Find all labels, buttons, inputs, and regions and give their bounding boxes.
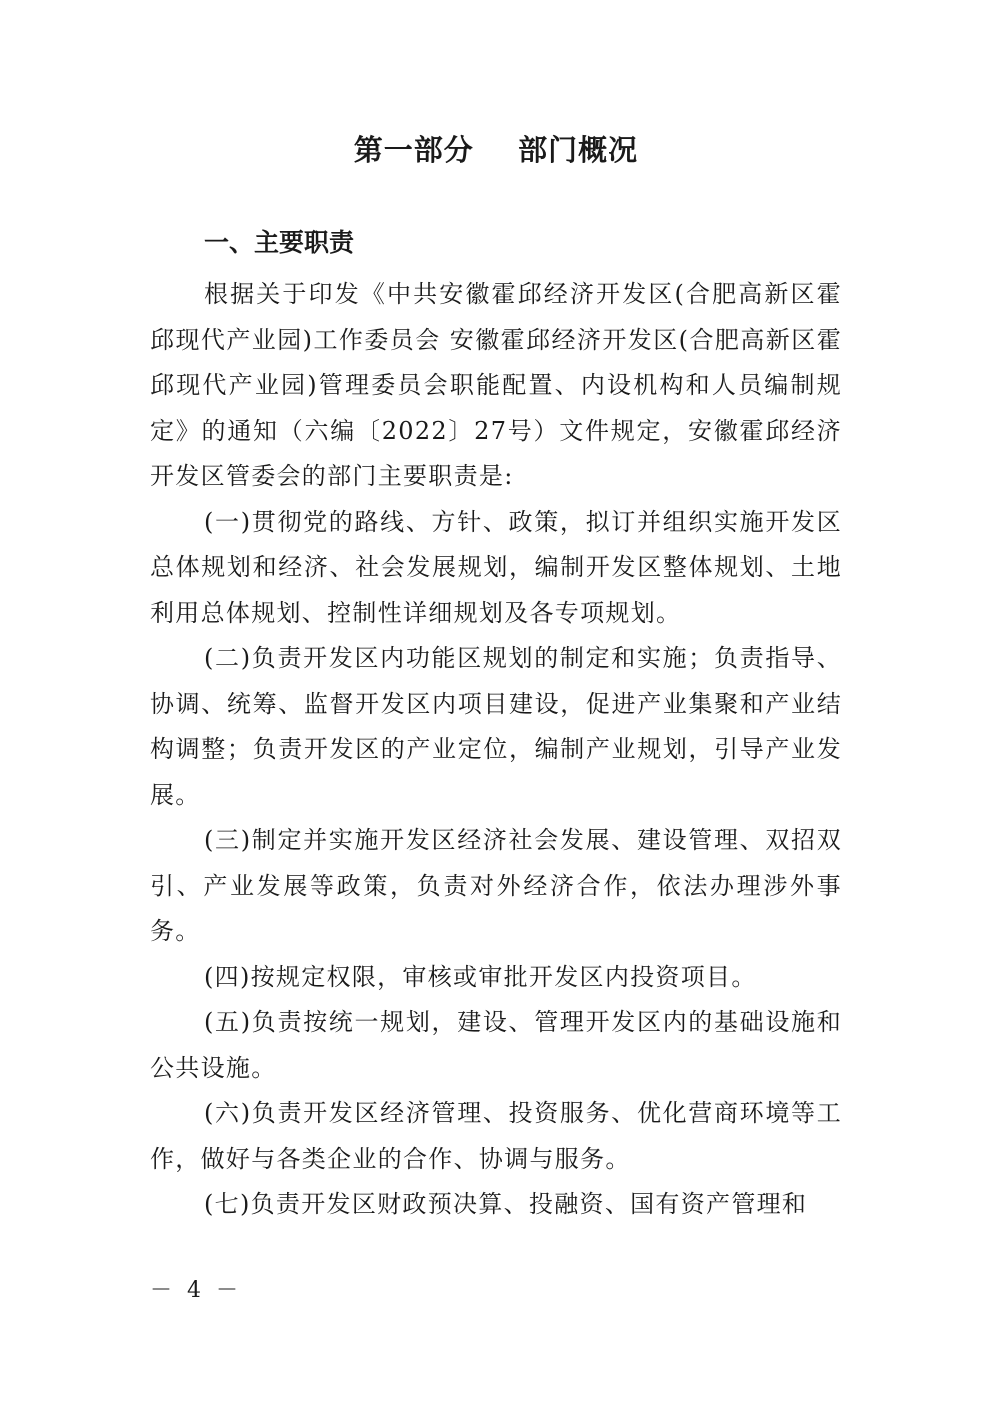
paragraph-duty-5: (五)负责按统一规划，建设、管理开发区内的基础设施和公共设施。 — [150, 1008, 842, 1082]
paragraph-duty-2: (二)负责开发区内功能区规划的制定和实施；负责指导、协调、统筹、监督开发区内项目建设，促进产业集聚和产业结构调整；负责开发区的产业定位，编制产业规划，引导产业发展。 — [150, 644, 842, 809]
section-heading: 一、主要职责 — [204, 228, 355, 257]
paragraph-duty-3: (三)制定并实施开发区经济社会发展、建设管理、双招双引、产业发展等政策，负责对外经济合作，依法办理涉外事务。 — [150, 826, 842, 945]
paragraph-duty-7: (七)负责开发区财政预决算、投融资、国有资产管理和 — [204, 1190, 808, 1218]
paragraph-duty-4: (四)按规定权限，审核或审批开发区内投资项目。 — [204, 962, 757, 991]
paragraph-duty-1: (一)贯彻党的路线、方针、政策，拟订并组织实施开发区总体规划和经济、社会发展规划，编制开发区整体规划、土地利用总体规划、控制性详细规划及各专项规划。 — [150, 507, 842, 627]
page-title: 第一部分 部门概况 — [353, 133, 639, 167]
paragraph-duty-6: (六)负责开发区经济管理、投资服务、优化营商环境等工作，做好与各类企业的合作、协调与服务。 — [150, 1099, 842, 1173]
document-body — [150, 224, 842, 1228]
page-number: － 4 － — [150, 1278, 242, 1303]
paragraph-intro: 根据关于印发《中共安徽霍邱经济开发区(合肥高新区霍邱现代产业园)工作委员会 安徽霍邱经济开发区(合肥高新区霍邱现代产业园)管理委员会职能配置、内设机构和人员编制规定》的通知（六编〔2022〕27号）文件规定，安徽霍邱经济开发区管委会的部门主要职责是: — [150, 280, 842, 490]
